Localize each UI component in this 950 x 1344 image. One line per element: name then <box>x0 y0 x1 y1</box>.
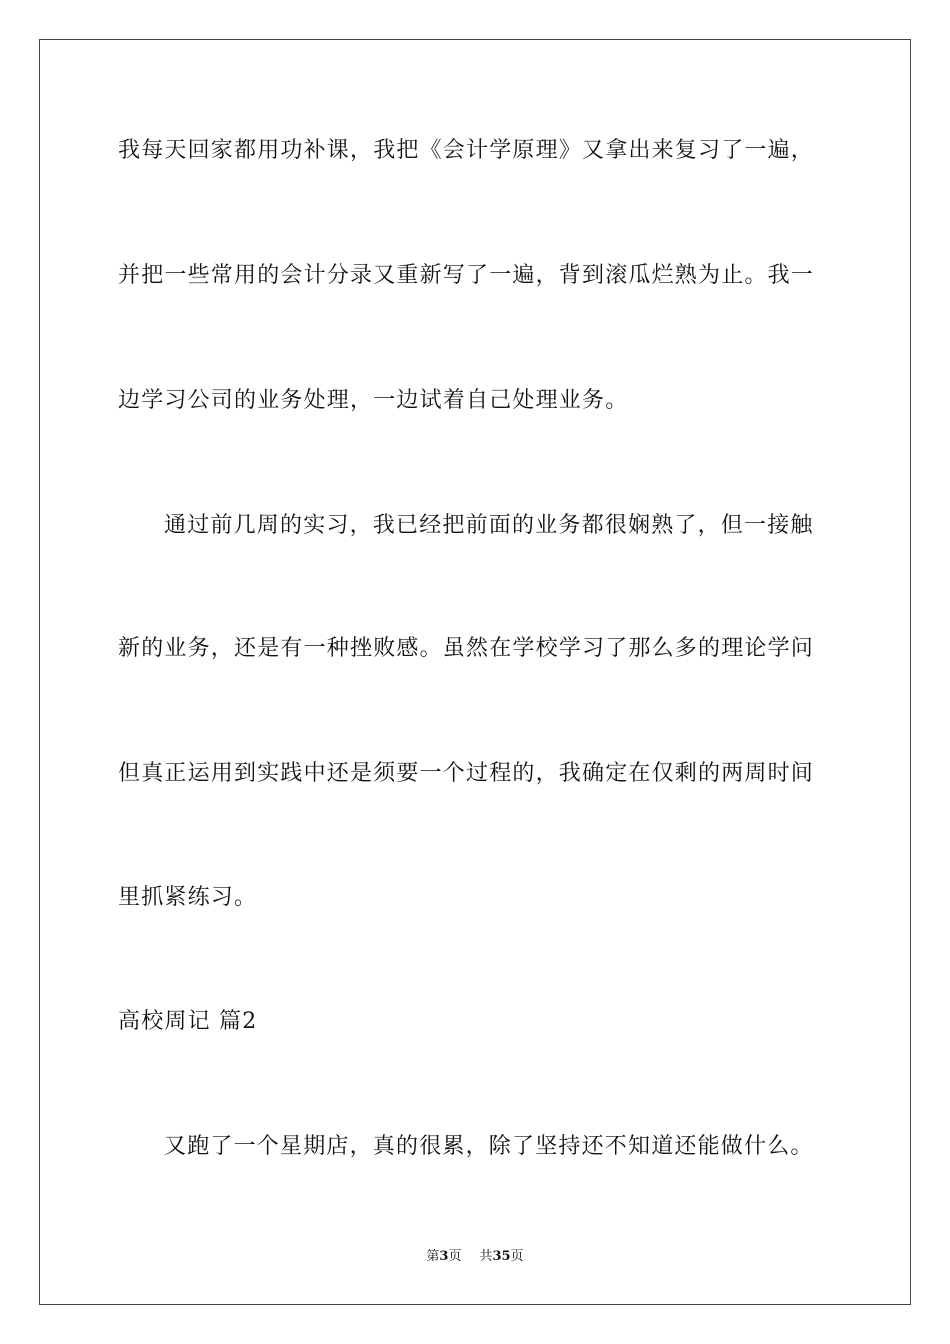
body-text-line: 里抓紧练习。 <box>118 885 258 910</box>
page-label-prefix: 第 <box>426 1249 440 1264</box>
body-text-line: 我每天回家都用功补课，我把《会计学原理》又拿出来复习了一遍， <box>118 138 815 163</box>
section-heading: 高校周记 篇2 <box>118 1009 258 1034</box>
total-label-prefix: 共 <box>479 1249 493 1264</box>
page-number: 3 <box>439 1249 449 1264</box>
page-label-suffix: 页 <box>448 1249 462 1264</box>
body-text-line: 边学习公司的业务处理，一边试着自己处理业务。 <box>118 388 629 413</box>
body-text-line: 又跑了一个星期店，真的很累，除了坚持还不知道还能做什么。 <box>164 1134 814 1159</box>
body-text-line: 并把一些常用的会计分录又重新写了一遍，背到滚瓜烂熟为止。我一 <box>118 263 815 288</box>
total-pages: 35 <box>492 1249 511 1264</box>
body-text-line: 新的业务，还是有一种挫败感。虽然在学校学习了那么多的理论学问 <box>118 636 815 661</box>
page-frame <box>39 39 911 1305</box>
total-label-suffix: 页 <box>510 1249 524 1264</box>
body-text-line: 通过前几周的实习，我已经把前面的业务都很娴熟了，但一接触 <box>164 513 814 538</box>
body-text-line: 但真正运用到实践中还是须要一个过程的，我确定在仅剩的两周时间 <box>118 761 815 786</box>
page-footer <box>0 1248 950 1266</box>
